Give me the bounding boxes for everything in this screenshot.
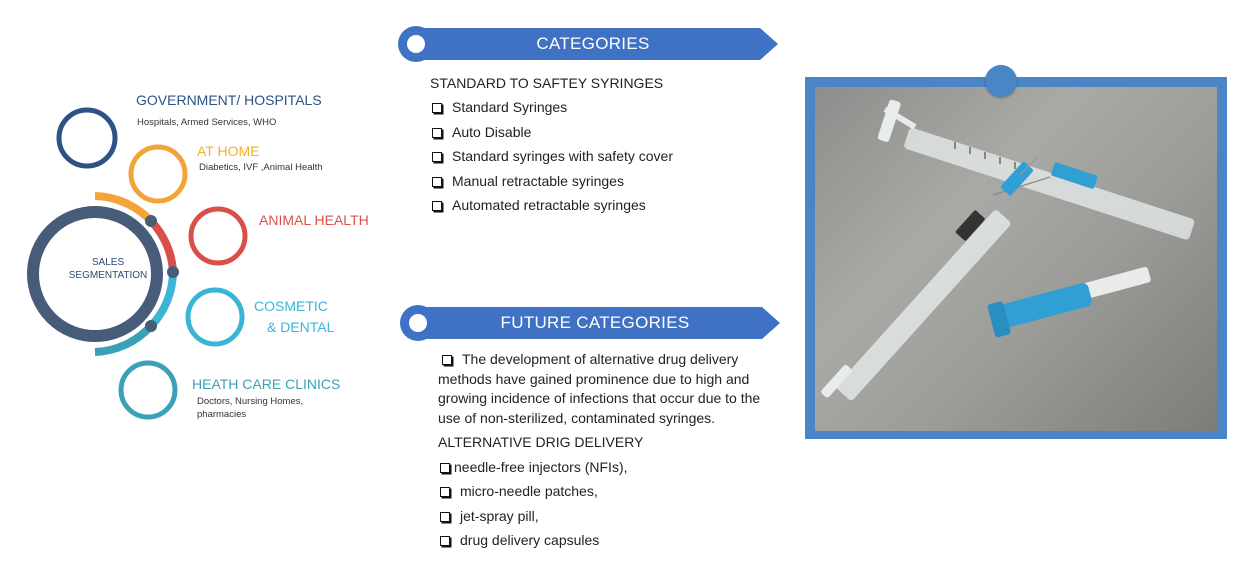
future-categories-paragraph: The development of alternative drug delivery methods have gained prominence due to high and growing incidence of infections that occur due to the use of non-sterilized, contaminated syringes. (438, 351, 761, 426)
photo-dot-icon (985, 65, 1017, 97)
checkbox-bullet-icon (440, 536, 450, 546)
alternative-item: jet-spray pill, (440, 508, 539, 524)
lower-syringe (820, 157, 1037, 402)
categories-title: CATEGORIES (536, 34, 650, 53)
categories-banner (398, 28, 778, 60)
checkbox-bullet-icon (432, 103, 442, 113)
checkbox-bullet-icon (442, 355, 452, 365)
checkbox-bullet-icon (432, 152, 442, 162)
needle-cap (987, 266, 1151, 338)
categories-heading: STANDARD TO SAFTEY SYRINGES (430, 75, 664, 91)
upper-syringe (877, 99, 1195, 241)
health-care-clinics-title: HEATH CARE CLINICS (192, 376, 341, 392)
dental-title: & DENTAL (267, 319, 335, 335)
at-home-title: AT HOME (197, 143, 260, 159)
government-circle (59, 110, 115, 166)
cosmetic-dental-circle (188, 290, 242, 344)
category-item: Auto Disable (432, 124, 531, 140)
government-hospitals-subtitle: Hospitals, Armed Services, WHO (137, 117, 277, 128)
syringe-photo (815, 87, 1217, 431)
checkbox-bullet-icon (440, 512, 450, 522)
checkbox-bullet-icon (440, 463, 450, 473)
future-categories-title: FUTURE CATEGORIES (500, 313, 690, 332)
checkbox-bullet-icon (440, 487, 450, 497)
alternative-item: micro-needle patches, (440, 483, 598, 499)
syringes-illustration (815, 87, 1217, 431)
animal-health-circle (191, 209, 245, 263)
syringe-photo-frame (805, 77, 1227, 439)
clinics-subtitle-line2: pharmacies (197, 409, 247, 420)
category-item: Automated retractable syringes (432, 197, 646, 213)
category-item: Standard syringes with safety cover (432, 148, 673, 164)
at-home-subtitle: Diabetics, IVF ,Animal Health (199, 162, 323, 173)
clinics-subtitle-line1: Doctors, Nursing Homes, (197, 396, 304, 407)
sales-segmentation-graphic (20, 70, 380, 440)
government-hospitals-title: GOVERNMENT/ HOSPITALS (136, 92, 322, 108)
clinics-circle (121, 363, 175, 417)
checkbox-bullet-icon (432, 128, 442, 138)
alternative-item: drug delivery capsules (440, 532, 599, 548)
cosmetic-title: COSMETIC (254, 298, 328, 314)
at-home-circle (131, 147, 185, 201)
checkbox-bullet-icon (432, 201, 442, 211)
animal-health-title: ANIMAL HEALTH (259, 212, 369, 228)
banner-dot-icon (398, 26, 434, 62)
future-categories-banner (400, 307, 780, 339)
checkbox-bullet-icon (432, 177, 442, 187)
alternative-delivery-heading: ALTERNATIVE DRIG DELIVERY (438, 434, 644, 450)
alternative-item: needle-free injectors (NFIs), (440, 459, 628, 475)
segmentation-center-label: SALES SEGMENTATION (68, 257, 148, 281)
banner-dot-icon (400, 305, 436, 341)
category-item: Standard Syringes (432, 99, 567, 115)
category-item: Manual retractable syringes (432, 173, 624, 189)
